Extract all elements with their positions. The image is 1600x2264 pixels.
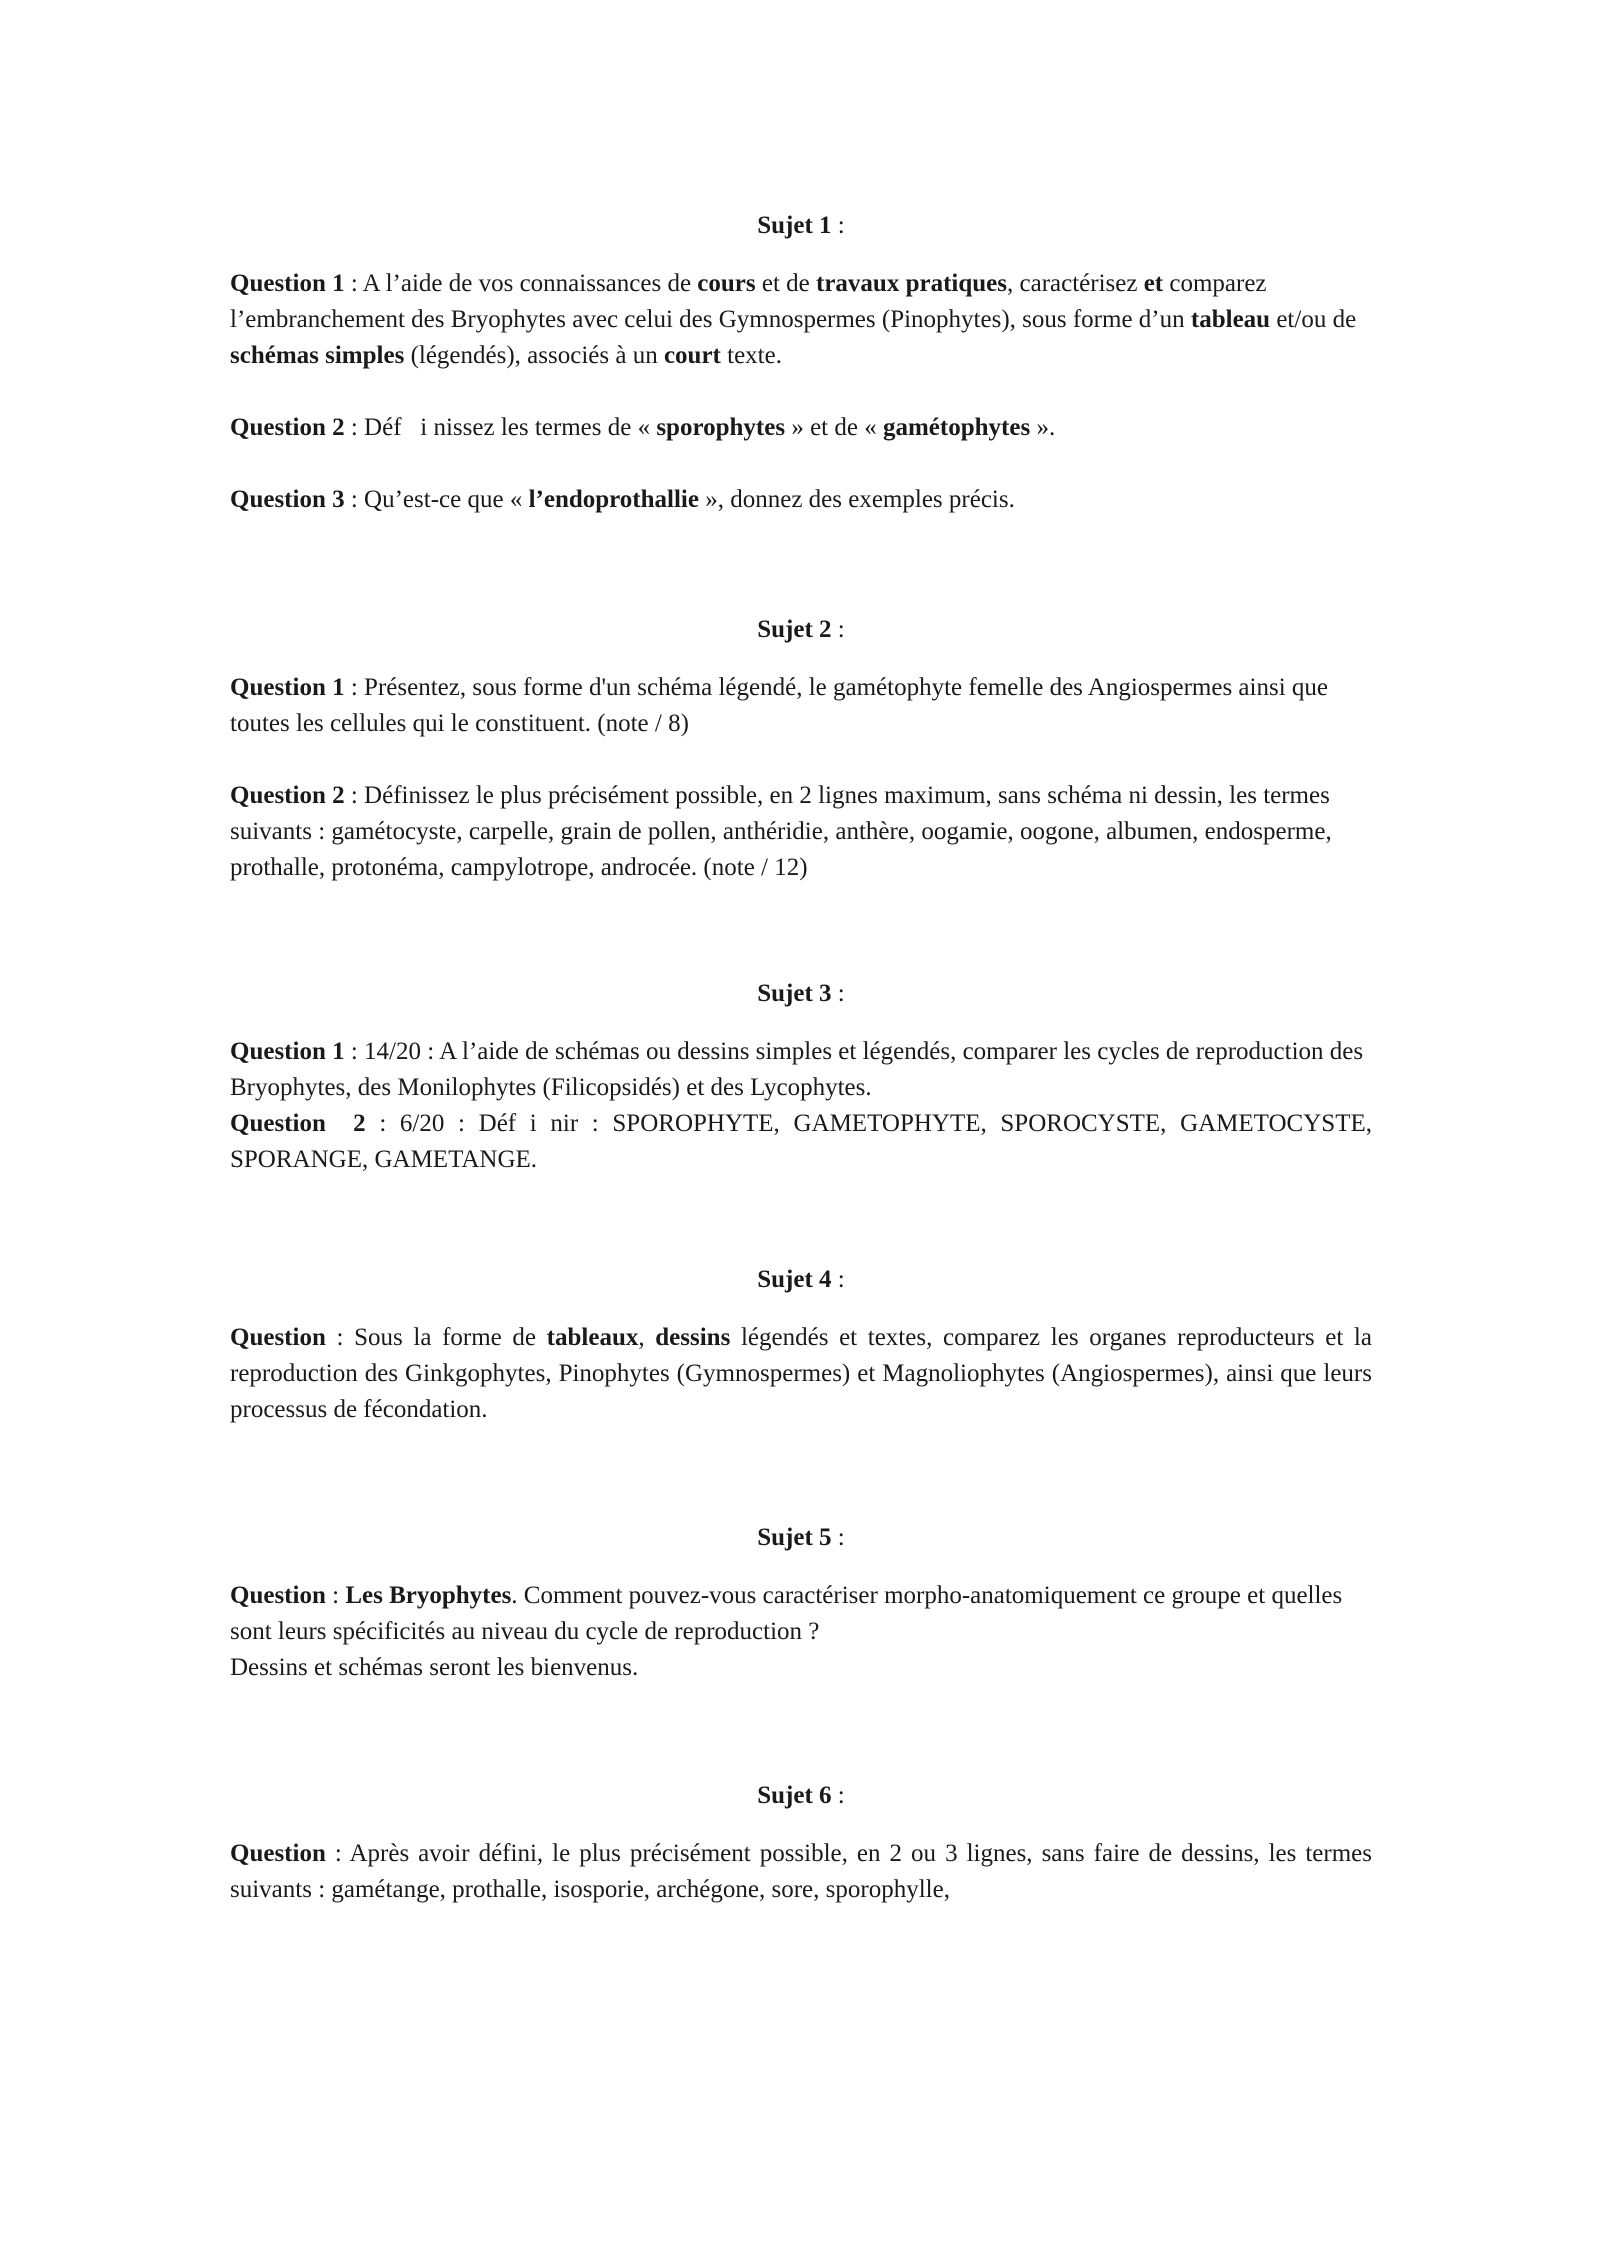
sujet-1-question-1: Question 1 : A l’aide de vos connaissances de cours et de travaux pratiques, caractérisez et comparez l’embranchement des Bryophytes avec celui des Gymnospermes (Pinophytes), sous forme d’un tableau et/ou de schémas simples (légendés), associés à un court texte.	[230, 270, 1357, 369]
sujet-3-question-1: Question 1 : 14/20 : A l’aide de schémas ou dessins simples et légendés, comparer les cycles de reproduction des Bryophytes, des Monilophytes (Filicopsidés) et des Lycophytes.	[230, 1038, 1364, 1101]
sujet-3-title: Sujet 3 :	[757, 980, 845, 1007]
sujet-4-question: Question : Sous la forme de tableaux, dessins légendés et textes, comparez les organes reproducteurs et la reproduction des Ginkgophytes, Pinophytes (Gymnospermes) et Magnoliophytes (Angiospermes), ainsi que leurs processus de fécondation.	[230, 1324, 1372, 1423]
section-spacer	[230, 1178, 1372, 1262]
sujet-1-title: Sujet 1 :	[757, 212, 845, 239]
sujet-5-section	[230, 1520, 1372, 1686]
sujet-2-question-1: Question 1 : Présentez, sous forme d'un schéma légendé, le gamétophyte femelle des Angiospermes ainsi que toutes les cellules qui le constituent. (note / 8)	[230, 674, 1328, 737]
sujet-5-question: Question : Les Bryophytes. Comment pouvez-vous caractériser morpho-anatomiquement ce groupe et quelles sont leurs spécificités au niveau du cycle de reproduction ?	[230, 1582, 1343, 1645]
sujet-2-section	[230, 612, 1372, 886]
sujet-2-title: Sujet 2 :	[757, 616, 845, 643]
sujet-3-question-2: Question 2 : 6/20 : Déf i nir : SPOROPHYTE, GAMETOPHYTE, SPOROCYSTE, GAMETOCYSTE, SPORANGE, GAMETANGE.	[230, 1110, 1372, 1173]
sujet-1-section	[230, 208, 1372, 518]
sujet-4-section	[230, 1262, 1372, 1428]
section-spacer	[230, 1686, 1372, 1778]
section-spacer	[230, 518, 1372, 612]
sujet-5-title: Sujet 5 :	[757, 1524, 845, 1551]
sujet-5-note: Dessins et schémas seront les bienvenus.	[230, 1654, 639, 1681]
document-content	[230, 208, 1372, 1908]
section-spacer	[230, 1428, 1372, 1520]
sujet-6-question: Question : Après avoir défini, le plus précisément possible, en 2 ou 3 lignes, sans faire de dessins, les termes suivants : gamétange, prothalle, isosporie, archégone, sore, sporophylle,	[230, 1840, 1372, 1903]
sujet-3-section	[230, 976, 1372, 1178]
section-spacer	[230, 886, 1372, 976]
sujet-4-title: Sujet 4 :	[757, 1266, 845, 1293]
sujet-2-question-2: Question 2 : Définissez le plus précisément possible, en 2 lignes maximum, sans schéma ni dessin, les termes suivants : gamétocyste, carpelle, grain de pollen, anthéridie, anthère, oogamie, oogone, albumen, endosperme, prothalle, protonéma, campylotrope, androcée. (note / 12)	[230, 782, 1332, 881]
sujet-1-question-2: Question 2 : Déf i nissez les termes de « sporophytes » et de « gamétophytes ».	[230, 414, 1056, 441]
sujet-6-title: Sujet 6 :	[757, 1782, 845, 1809]
sujet-6-section	[230, 1778, 1372, 1908]
sujet-1-question-3: Question 3 : Qu’est-ce que « l’endoprothallie », donnez des exemples précis.	[230, 486, 1015, 513]
